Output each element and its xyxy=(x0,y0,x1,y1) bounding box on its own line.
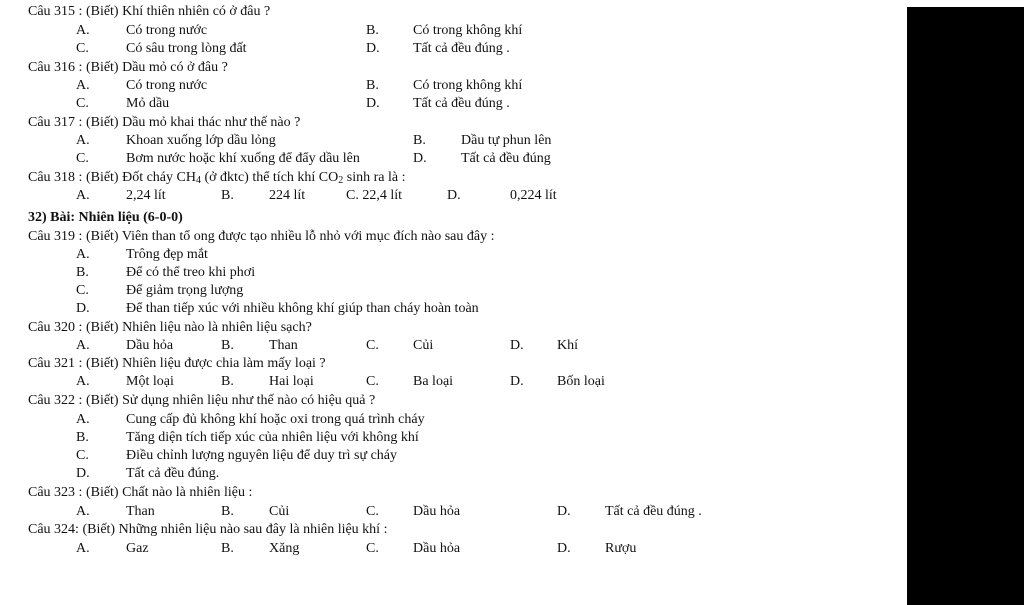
option-letter: A. xyxy=(76,541,90,556)
option-letter: D. xyxy=(557,504,571,519)
option-letter: C. xyxy=(76,96,89,111)
option-letter: B. xyxy=(221,504,234,519)
option-letter: A. xyxy=(76,504,90,519)
option-text: Tất cả đều đúng . xyxy=(413,41,510,56)
option-text: Có trong không khí xyxy=(413,23,523,38)
option-letter: A. xyxy=(76,247,90,262)
question-318 xyxy=(28,170,405,186)
option-text: Dầu hỏa xyxy=(413,541,461,556)
option-letter: B. xyxy=(366,23,379,38)
option-letter: B. xyxy=(76,430,89,445)
option-letter: A. xyxy=(76,133,90,148)
option-letter: D. xyxy=(366,96,380,111)
section-heading: 32) Bài: Nhiên liệu (6-0-0) xyxy=(28,210,183,225)
option-letter: C. xyxy=(366,541,379,556)
option-text: Có sâu trong lòng đất xyxy=(126,41,247,56)
option-letter: C. xyxy=(76,41,89,56)
question-321: Câu 321 : (Biết) Nhiên liệu được chia làm mấy loại ? xyxy=(28,356,326,371)
option-text: Củi xyxy=(269,504,290,519)
option-letter: A. xyxy=(76,188,90,203)
option-letter: D. xyxy=(366,41,380,56)
option-text: Bơm nước hoặc khí xuống để đẩy dầu lên xyxy=(126,151,360,166)
option-text: Tăng diện tích tiếp xúc của nhiên liệu với không khí xyxy=(126,430,419,445)
option-letter: A. xyxy=(76,338,90,353)
option-letter: B. xyxy=(221,541,234,556)
subscript: 2 xyxy=(338,175,344,186)
option-letter: A. xyxy=(76,78,90,93)
option-letter: C. xyxy=(366,374,379,389)
option-letter: D. xyxy=(76,301,90,316)
option-text: C. 22,4 lít xyxy=(346,188,403,203)
option-letter: C. xyxy=(76,151,89,166)
option-text: Bốn loại xyxy=(557,374,605,389)
option-text: 0,224 lít xyxy=(510,188,557,203)
option-text: Trông đẹp mắt xyxy=(126,247,208,262)
question-315: Câu 315 : (Biết) Khí thiên nhiên có ở đâu ? xyxy=(28,4,271,19)
option-text: Tất cả đều đúng xyxy=(461,151,551,166)
option-letter: D. xyxy=(447,188,461,203)
question-320: Câu 320 : (Biết) Nhiên liệu nào là nhiên liệu sạch? xyxy=(28,320,312,335)
option-text: Để có thể treo khi phơi xyxy=(126,265,256,280)
option-letter: C. xyxy=(366,504,379,519)
option-text: Tất cả đều đúng . xyxy=(413,96,510,111)
option-text: Than xyxy=(269,338,298,353)
question-319: Câu 319 : (Biết) Viên than tổ ong được tạo nhiều lỗ nhỏ với mục đích nào sau đây : xyxy=(28,229,495,244)
option-letter: D. xyxy=(76,466,90,481)
option-text: Dầu hỏa xyxy=(413,504,461,519)
option-text: Dầu hỏa xyxy=(126,338,174,353)
question-318-part: Câu 318 : (Biết) Đốt cháy CH xyxy=(28,170,196,185)
option-text: Mỏ dầu xyxy=(126,96,170,111)
option-text: Xăng xyxy=(269,541,300,556)
subscript: 4 xyxy=(195,175,201,186)
option-text: Gaz xyxy=(126,541,149,556)
option-text: Để than tiếp xúc với nhiều không khí giúp than cháy hoàn toàn xyxy=(126,301,479,316)
top-edge-strip xyxy=(907,0,1024,7)
option-letter: A. xyxy=(76,23,90,38)
option-letter: C. xyxy=(76,448,89,463)
option-text: 224 lít xyxy=(269,188,306,203)
option-text: Có trong không khí xyxy=(413,78,523,93)
option-text: 2,24 lít xyxy=(126,188,166,203)
option-text: Có trong nước xyxy=(126,78,208,93)
option-text: Than xyxy=(126,504,155,519)
question-317: Câu 317 : (Biết) Dầu mỏ khai thác như thế nào ? xyxy=(28,115,301,130)
option-text: Dầu tự phun lên xyxy=(461,133,552,148)
option-letter: B. xyxy=(413,133,426,148)
option-letter: C. xyxy=(366,338,379,353)
option-text: Hai loại xyxy=(269,374,314,389)
option-text: Cung cấp đủ không khí hoặc oxi trong quá trình cháy xyxy=(126,412,425,427)
question-316: Câu 316 : (Biết) Dầu mỏ có ở đâu ? xyxy=(28,60,228,75)
option-text: Ba loại xyxy=(413,374,454,389)
option-letter: C. xyxy=(76,283,89,298)
option-text: Một loại xyxy=(126,374,174,389)
option-letter: B. xyxy=(221,188,234,203)
option-letter: A. xyxy=(76,374,90,389)
option-letter: D. xyxy=(510,338,524,353)
option-text: Khí xyxy=(557,338,578,353)
option-letter: D. xyxy=(413,151,427,166)
question-318-part: (ở đktc) thể tích khí CO xyxy=(200,170,339,185)
question-323: Câu 323 : (Biết) Chất nào là nhiên liệu : xyxy=(28,485,253,500)
option-letter: B. xyxy=(76,265,89,280)
option-text: Để giảm trọng lượng xyxy=(126,283,244,298)
question-324: Câu 324: (Biết) Những nhiên liệu nào sau đây là nhiên liệu khí : xyxy=(28,522,388,537)
option-letter: D. xyxy=(557,541,571,556)
option-text: Điều chỉnh lượng nguyên liệu để duy trì sự cháy xyxy=(126,448,398,463)
option-text: Khoan xuống lớp dầu lỏng xyxy=(126,133,276,148)
question-318-part: sinh ra là : xyxy=(343,170,406,185)
option-text: Củi xyxy=(413,338,434,353)
option-letter: A. xyxy=(76,412,90,427)
option-text: Tất cả đều đúng . xyxy=(605,504,702,519)
option-letter: D. xyxy=(510,374,524,389)
option-letter: B. xyxy=(221,338,234,353)
question-322: Câu 322 : (Biết) Sử dụng nhiên liệu như thế nào có hiệu quả ? xyxy=(28,393,376,408)
option-text: Rượu xyxy=(605,541,637,556)
option-text: Có trong nước xyxy=(126,23,208,38)
option-text: Tất cả đều đúng. xyxy=(126,466,220,481)
option-letter: B. xyxy=(221,374,234,389)
option-letter: B. xyxy=(366,78,379,93)
